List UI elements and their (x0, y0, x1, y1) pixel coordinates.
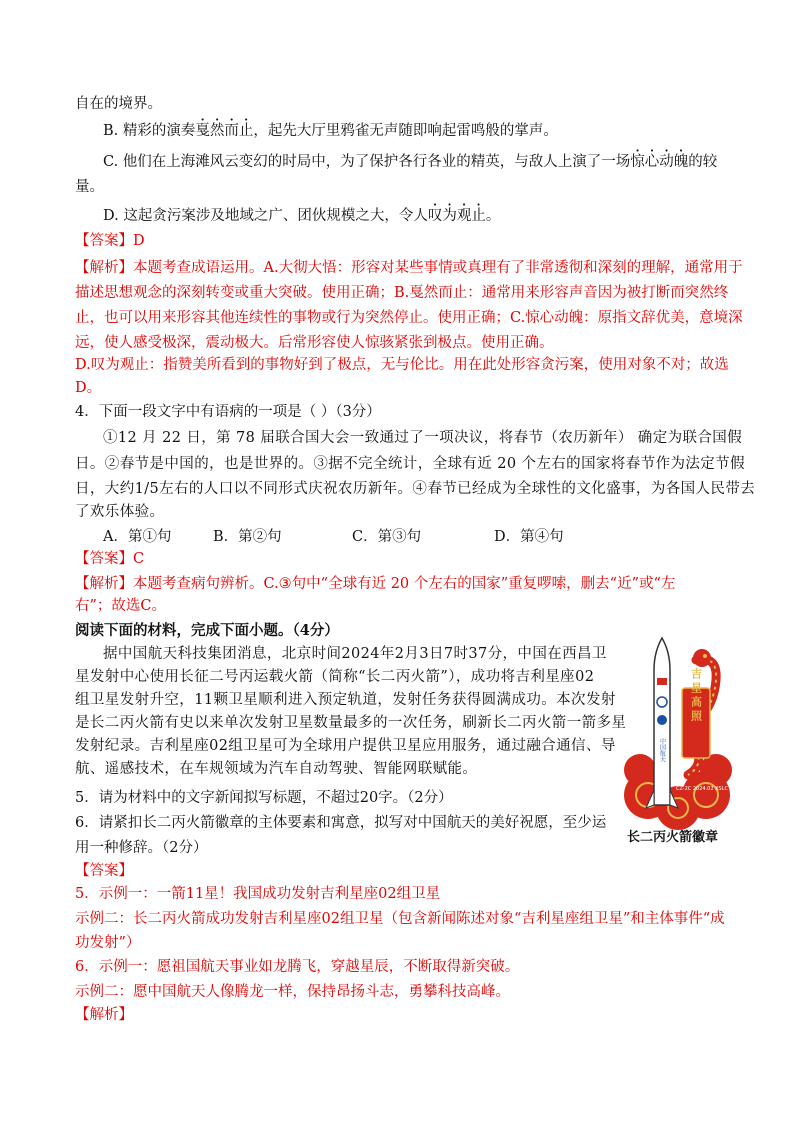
emphasis-char: 戛 (195, 123, 210, 139)
emphasis-char: 心 (644, 154, 660, 170)
option-a: A．第①句 (103, 529, 172, 545)
option-d: D．第④句 (494, 529, 564, 545)
explanation-line: D。 (75, 380, 102, 396)
material-line: 发射纪录。吉利星座02组卫星可为全球用户提供卫星应用服务，通过融合通信、导 (75, 738, 616, 754)
section-heading: 阅读下面的材料，完成下面小题。（4分） (75, 622, 339, 639)
answer-line: 6．示例一：愿祖国航天事业如龙腾飞，穿越星辰，不断取得新突破。 (75, 959, 520, 975)
rocket-text: 中国航天 (658, 738, 666, 762)
option-b: B. 精彩的演奏戛然而止，起先大厅里鸦雀无声随即响起雷鸣般的掌声。 (103, 123, 558, 139)
material-line: 是长二丙火箭有史以来单次发射卫星数量最多的一次任务，刷新长二丙火箭一箭多星 (75, 715, 627, 731)
explanation-line: 右”；故选C。 (75, 598, 167, 614)
question-6: 6．请紧扣长二丙火箭徽章的主体要素和寓意，拟写对中国航天的美好祝愿，至少运 (75, 815, 607, 831)
answer-line: 5．示例一：一箭11星！我国成功发射吉利星座02组卫星 (75, 886, 441, 902)
answer-q3: 【答案】D (75, 233, 145, 249)
question-stem: 4．下面一段文字中有语病的一项是（ ）（3分） (75, 404, 381, 420)
analysis-label: 【解析】 (75, 1007, 133, 1023)
passage-line: 日，大约1/5左右的人口以不同形式庆祝农历新年。④春节已经成为全球性的文化盛事，为各国人民带去 (75, 481, 756, 497)
passage-line: 了欢乐体验。 (75, 504, 165, 520)
option-b: B．第②句 (213, 529, 282, 545)
answer-line: 功发射”） (75, 935, 141, 951)
option-c-cont: 量。 (75, 179, 104, 195)
emphasis-char: 魄 (673, 154, 689, 170)
explanation-line: 【解析】本题考查成语运用。A.大彻大悟：形容对某些事情或真理有了非常透彻和深刻的理解，通常用于 (75, 260, 743, 276)
question-5: 5．请为材料中的文字新闻拟写标题，不超过20字。（2分） (75, 790, 453, 806)
rocket-badge-image (618, 630, 736, 830)
question-6-cont: 用一种修辞。（2分） (75, 840, 208, 856)
answer-line: 示例二：长二丙火箭成功发射吉利星座02组卫星（包含新闻陈述对象“吉利星座组卫星”和主体事件“成 (75, 911, 725, 927)
emphasis-dotted (630, 154, 688, 170)
explanation-line: 远，使人感受极深，震动极大。后常形容使人惊骇紧张到极点。使用正确。 (75, 335, 554, 351)
banner (682, 667, 710, 758)
option-c: C. 他们在上海滩风云变幻的时局中，为了保护各行各业的精英，与敌人上演了一场惊心动魄的较 (103, 154, 718, 170)
banner-text: 吉星高照 (689, 668, 703, 724)
badge-tiny-text: CZ-2C 2024.02 XSLC (675, 786, 729, 792)
material-line: 组卫星发射升空，11颗卫星顺利进入预定轨道，发射任务获得圆满成功。本次发射 (75, 692, 616, 708)
explanation-line: 止，也可以用来形容其他连续性的事物或行为突然停止。使用正确；C.惊心动魄：原指文辞优美，意境深 (75, 310, 743, 326)
emphasis-char: 止 (238, 123, 254, 139)
text-line: 自在的境界。 (75, 96, 162, 112)
explanation-line: 【解析】本题考查病句辨析。C.③句中“全球有近 20 个左右的国家”重复啰嗦，删去“近”或“左 (75, 576, 676, 592)
emphasis-char: 然 (209, 123, 225, 139)
emphasis-char: 动 (659, 154, 674, 170)
passage-line: ①12 月 22 日，第 78 届联合国大会一致通过了一项决议，将春节（农历新年） 确定为联合国假 (103, 430, 743, 446)
emphasis-char: 观 (456, 208, 472, 224)
explanation-line: D.叹为观止：指赞美所看到的事物好到了极点，无与伦比。用在此处形容贪污案，使用对象不对；故选 (75, 357, 729, 373)
emphasis-dotted (195, 123, 253, 139)
answer-line: 示例二：愿中国航天人像腾龙一样，保持昂扬斗志，勇攀科技高峰。 (75, 984, 510, 1000)
emphasis-char: 而 (224, 123, 239, 139)
emphasis-char: 叹 (427, 208, 443, 224)
option-d: D. 这起贪污案涉及地域之广、团伙规模之大，令人叹为观止。 (103, 208, 501, 224)
material-line: 航、遥感技术，在车规领域为汽车自动驾驶、智能网联赋能。 (75, 761, 478, 777)
material-line: 星发射中心使用长征二号丙运载火箭（简称“长二丙火箭”），成功将吉利星座02 (75, 669, 595, 685)
answer-label: 【答案】 (75, 863, 133, 879)
emphasis-char: 惊 (630, 154, 645, 170)
emphasis-char: 为 (442, 208, 457, 224)
passage-line: 日。②春节是中国的，也是世界的。③据不完全统计，全球有近 20 个左右的国家将春节作为法定节假 (75, 456, 745, 472)
explanation-line: 描述思想观念的深刻转变或重大突破。使用正确；B.戛然而止：通常用来形容声音因为被打断而突然终 (75, 285, 729, 301)
cloud-swirl (624, 754, 732, 830)
badge-caption: 长二丙火箭徽章 (627, 830, 719, 845)
answer-q4: 【答案】C (75, 551, 145, 567)
emphasis-char: 止 (471, 208, 486, 224)
material-line: 据中国航天科技集团消息，北京时间2024年2月3日7时37分，中国在西昌卫 (103, 646, 607, 662)
option-c: C．第③句 (352, 529, 422, 545)
emphasis-dotted (428, 208, 486, 224)
